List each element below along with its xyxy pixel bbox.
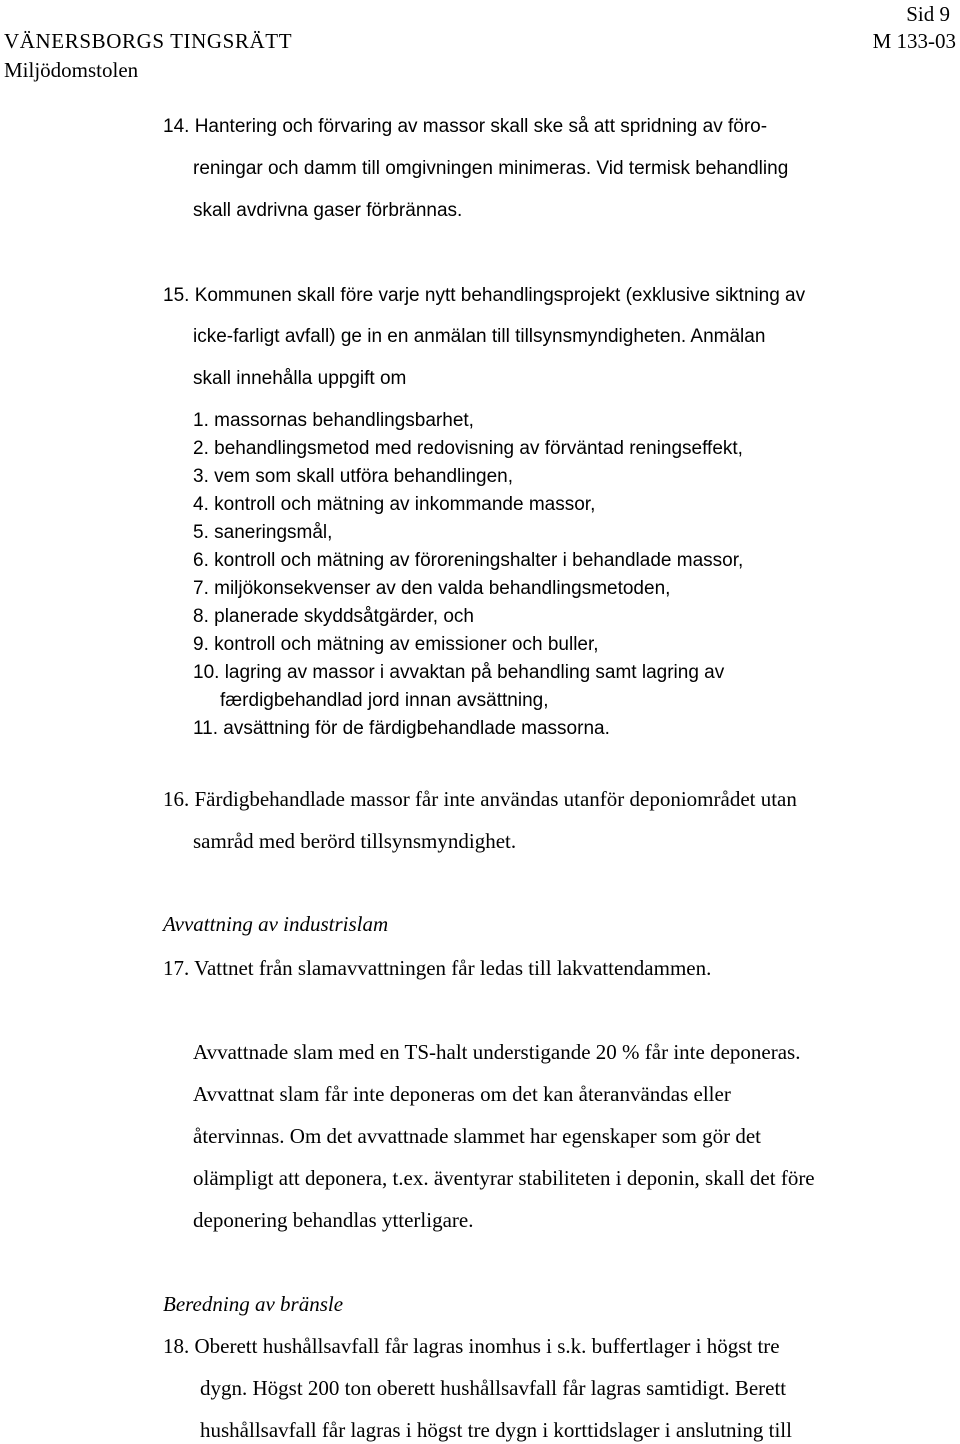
list-item: 5. saneringsmål, bbox=[193, 522, 333, 543]
item-14-line-2: reningar och damm till omgivningen minimeras. Vid termisk behandling bbox=[193, 158, 789, 179]
item-18-line-3: hushållsavfall får lagras i högst tre dygn i korttidslager i anslutning till bbox=[200, 1418, 792, 1442]
list-item: 3. vem som skall utföra behandlingen, bbox=[193, 466, 514, 487]
item-14-line-1: 14. Hantering och förvaring av massor skall ske så att spridning av föro- bbox=[163, 116, 768, 137]
case-number: M 133-03 bbox=[872, 29, 956, 53]
list-item: 10. lagring av massor i avvaktan på behandling samt lagring av bbox=[193, 662, 725, 683]
list-item: 1. massornas behandlingsbarhet, bbox=[193, 410, 474, 431]
item-18-line-1: 18. Oberett hushållsavfall får lagras inomhus i s.k. buffertlager i högst tre bbox=[163, 1334, 780, 1358]
item-17: 17. Vattnet från slamavvattningen får ledas till lakvattendammen. bbox=[163, 956, 712, 980]
sludge-paragraph-line: olämpligt att deponera, t.ex. äventyrar stabiliteten i deponin, skall det före bbox=[193, 1166, 815, 1190]
item-18-line-2: dygn. Högst 200 ton oberett hushållsavfall får lagras samtidigt. Berett bbox=[200, 1376, 787, 1400]
sludge-paragraph-line: återvinnas. Om det avvattnade slammet har egenskaper som gör det bbox=[193, 1124, 761, 1148]
department-name: Miljödomstolen bbox=[4, 58, 139, 82]
list-item: 2. behandlingsmetod med redovisning av förväntad reningseffekt, bbox=[193, 438, 743, 459]
page-number: Sid 9 bbox=[906, 2, 950, 26]
item-15-line-3: skall innehålla uppgift om bbox=[193, 368, 407, 389]
section-heading-sludge: Avvattning av industrislam bbox=[163, 912, 389, 936]
list-item: 8. planerade skyddsåtgärder, och bbox=[193, 606, 474, 627]
list-item: 6. kontroll och mätning av föroreningshalter i behandlade massor, bbox=[193, 550, 744, 571]
sludge-paragraph-line: Avvattnat slam får inte deponeras om det kan återanvändas eller bbox=[193, 1082, 731, 1106]
court-name: VÄNERSBORGS TINGSRÄTT bbox=[4, 29, 293, 53]
list-item-continuation: færdigbehandlad jord innan avsättning, bbox=[220, 690, 549, 711]
list-item: 4. kontroll och mätning av inkommande massor, bbox=[193, 494, 596, 515]
item-16-line-2: samråd med berörd tillsynsmyndighet. bbox=[193, 829, 517, 853]
sludge-paragraph-line: deponering behandlas ytterligare. bbox=[193, 1208, 474, 1232]
sludge-paragraph-line: Avvattnade slam med en TS-halt understigande 20 % får inte deponeras. bbox=[193, 1040, 801, 1064]
item-16-line-1: 16. Färdigbehandlade massor får inte användas utanför deponiområdet utan bbox=[163, 787, 797, 811]
list-item: 7. miljökonsekvenser av den valda behandlingsmetoden, bbox=[193, 578, 671, 599]
item-15-line-2: icke-farligt avfall) ge in en anmälan till tillsynsmyndigheten. Anmälan bbox=[193, 326, 766, 347]
item-14-line-3: skall avdrivna gaser förbrännas. bbox=[193, 200, 463, 221]
list-item: 11. avsättning för de färdigbehandlade massorna. bbox=[193, 718, 610, 739]
list-item: 9. kontroll och mätning av emissioner och buller, bbox=[193, 634, 599, 655]
item-15-line-1: 15. Kommunen skall före varje nytt behandlingsprojekt (exklusive siktning av bbox=[163, 285, 806, 306]
section-heading-fuel: Beredning av bränsle bbox=[163, 1292, 344, 1316]
